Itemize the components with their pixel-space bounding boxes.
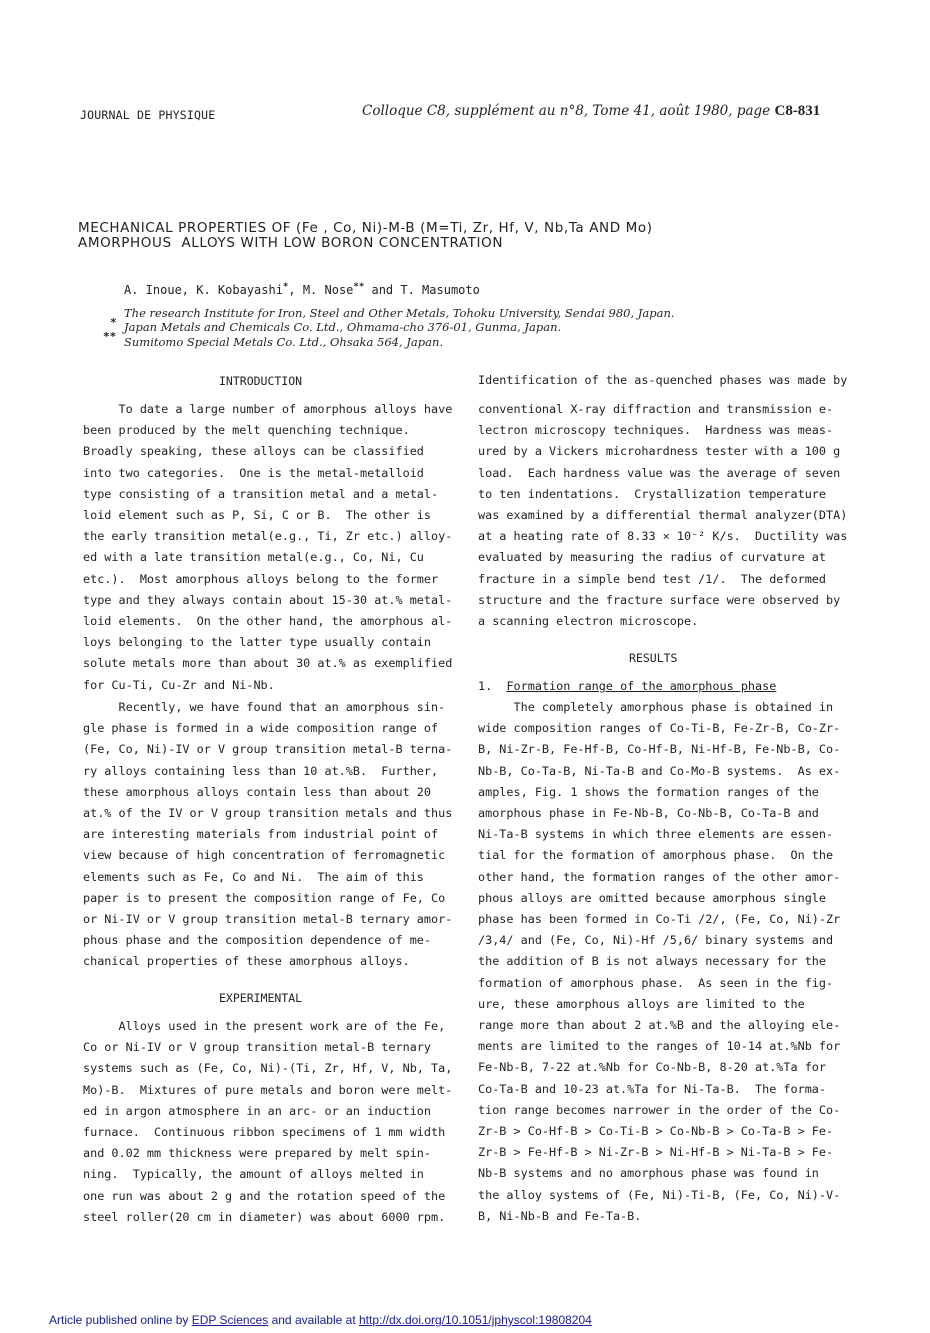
text-line: evaluated by measuring the radius of curvature at: [478, 550, 827, 565]
doi-link[interactable]: http://dx.doi.org/10.1051/jphyscol:19808204: [358, 1313, 592, 1327]
text-line: furnace. Continuous ribbon specimens of 1 mm width: [83, 1125, 446, 1140]
colloque-text: Colloque C8, supplément au n°8, Tome 41, août 1980, page: [362, 103, 771, 119]
text-line: ning. Typically, the amount of alloys melted in: [83, 1167, 424, 1182]
text-line: Fe-Nb-B, 7-22 at.%Nb for Co-Nb-B, 8-20 at.%Ta for: [478, 1060, 827, 1075]
subsection-heading: [478, 676, 776, 697]
text-line: structure and the fracture surface were observed by: [478, 592, 841, 607]
intro-paragraph-2: [83, 697, 452, 973]
footer-prefix: Article published online by: [49, 1313, 192, 1327]
subsection-title: Formation range of the amorphous phase: [506, 679, 777, 693]
author-1-mark: *: [282, 282, 289, 292]
text-line: one run was about 2 g and the rotation speed of the: [83, 1188, 446, 1203]
text-line: into two categories. One is the metal-metalloid: [83, 465, 424, 480]
text-line: at a heating rate of 8.33 × 10⁻² K/s. Ductility was: [478, 529, 848, 544]
text-line: lectron microscopy techniques. Hardness was meas-: [478, 423, 834, 438]
text-line: Zr-B > Co-Hf-B > Co-Ti-B > Co-Nb-B > Co-Ta-B > Fe-: [478, 1124, 834, 1139]
results-heading: RESULTS: [629, 651, 678, 665]
experimental-continued-first-line: Identification of the as-quenched phases was made by: [478, 373, 848, 387]
text-line: Zr-B > Fe-Hf-B > Ni-Zr-B > Ni-Hf-B > Ni-Ta-B > Fe-: [478, 1145, 834, 1160]
text-line: amorphous phase in Fe-Nb-B, Co-Nb-B, Co-Ta-B and: [478, 806, 819, 821]
text-line: loid element such as P, Si, C or B. The other is: [83, 508, 432, 523]
text-line: ured by a Vickers microhardness tester with a 100 g: [478, 444, 841, 459]
affiliation-2-mark: *: [110, 316, 117, 329]
text-line: to ten indentations. Crystallization temperature: [478, 486, 827, 501]
text-line: etc.). Most amorphous alloys belong to the former: [83, 571, 439, 586]
publisher-link[interactable]: EDP Sciences: [191, 1313, 269, 1327]
text-line: range more than about 2 at.%B and the alloying ele-: [478, 1018, 841, 1033]
affiliation-1: The research Institute for Iron, Steel and Other Metals, Tohoku University, Sendai 980, Japan.: [124, 306, 675, 320]
text-line: type consisting of a transition metal and a metal-: [83, 486, 439, 501]
text-line: ure, these amorphous alloys are limited to the: [478, 996, 805, 1011]
text-line: a scanning electron microscope.: [478, 614, 699, 629]
affiliation-3-mark: **: [103, 330, 117, 343]
text-line: Recently, we have found that an amorphous sin-: [83, 700, 446, 714]
text-line: B, Ni-Nb-B and Fe-Ta-B.: [478, 1208, 642, 1223]
text-line: loys belonging to the latter type usually contain: [83, 635, 432, 650]
results-paragraph: [478, 697, 840, 1227]
author-3: and T. Masumoto: [364, 283, 480, 297]
text-line: systems such as (Fe, Co, Ni)-(Ti, Zr, Hf, V, Nb, Ta,: [83, 1061, 453, 1076]
text-line: tial for the formation of amorphous phase. On the: [478, 848, 834, 863]
title-line-2: AMORPHOUS ALLOYS WITH LOW BORON CONCENTRATION: [78, 235, 504, 251]
text-line: ed in argon atmosphere in an arc- or an induction: [83, 1103, 432, 1118]
text-line: gle phase is formed in a wide composition range of: [83, 721, 439, 736]
text-line: phous alloys are omitted because amorphous single: [478, 890, 827, 905]
text-line: Alloys used in the present work are of the Fe,: [83, 1019, 446, 1033]
author-list: [124, 282, 480, 297]
text-line: paper is to present the composition range of Fe, Co: [83, 890, 446, 905]
text-line: are interesting materials from industrial point of: [83, 827, 439, 842]
text-line: phase has been formed in Co-Ti /2/, (Fe, Co, Ni)-Zr: [478, 912, 841, 927]
text-line: B, Ni-Zr-B, Fe-Hf-B, Co-Hf-B, Ni-Hf-B, Fe-Nb-B, Co-: [478, 742, 841, 757]
author-1: A. Inoue, K. Kobayashi: [124, 283, 283, 297]
text-line: ments are limited to the ranges of 10-14 at.%Nb for: [478, 1039, 841, 1054]
author-2: , M. Nose: [288, 283, 354, 297]
text-line: solute metals more than about 30 at.% as exemplified: [83, 656, 453, 671]
author-2-mark: **: [353, 282, 365, 292]
text-line: Ni-Ta-B systems in which three elements are essen-: [478, 827, 834, 842]
text-line: Co-Ta-B and 10-23 at.%Ta for Ni-Ta-B. The forma-: [478, 1081, 827, 1096]
text-line: conventional X-ray diffraction and transmission e-: [478, 402, 834, 416]
text-line: Nb-B systems and no amorphous phase was found in: [478, 1166, 819, 1181]
affiliation-3: Sumitomo Special Metals Co. Ltd., Ohsaka 564, Japan.: [124, 335, 444, 349]
footer-middle: and available at: [268, 1313, 359, 1327]
text-line: /3,4/ and (Fe, Co, Ni)-Hf /5,6/ binary systems and: [478, 933, 834, 948]
introduction-heading: INTRODUCTION: [219, 374, 303, 388]
experimental-heading: EXPERIMENTAL: [219, 991, 303, 1005]
text-line: amples, Fig. 1 shows the formation ranges of the: [478, 784, 819, 799]
text-line: tion range becomes narrower in the order of the Co-: [478, 1102, 841, 1117]
text-line: Nb-B, Co-Ta-B, Ni-Ta-B and Co-Mo-B systems. As ex-: [478, 763, 841, 778]
text-line: other hand, the formation ranges of the other amor-: [478, 869, 841, 884]
text-line: ed with a late transition metal(e.g., Co, Ni, Cu: [83, 550, 424, 565]
experimental-paragraph: [83, 1016, 452, 1228]
text-line: To date a large number of amorphous alloys have: [83, 402, 453, 416]
journal-name: JOURNAL DE PHYSIQUE: [80, 108, 216, 122]
subsection-number: 1.: [478, 679, 493, 693]
publication-footer: [49, 1313, 592, 1327]
text-line: loid elements. On the other hand, the amorphous al-: [83, 614, 453, 629]
text-line: type and they always contain about 15-30 at.% metal-: [83, 592, 453, 607]
text-line: load. Each hardness value was the average of seven: [478, 465, 841, 480]
text-line: been produced by the melt quenching technique.: [83, 423, 410, 438]
title-line-1: MECHANICAL PROPERTIES OF (Fe , Co, Ni)-M-B (M=Ti, Zr, Hf, V, Nb,Ta AND Mo): [78, 220, 653, 236]
text-line: for Cu-Ti, Cu-Zr and Ni-Nb.: [83, 677, 275, 692]
text-line: wide composition ranges of Co-Ti-B, Fe-Zr-B, Co-Zr-: [478, 721, 841, 736]
text-line: formation of amorphous phase. As seen in the fig-: [478, 975, 834, 990]
text-line: these amorphous alloys contain less than about 20: [83, 784, 432, 799]
intro-paragraph-1: [83, 399, 452, 696]
text-line: Mo)-B. Mixtures of pure metals and boron were melt-: [83, 1082, 453, 1097]
paper-title: [78, 221, 653, 251]
text-line: chanical properties of these amorphous alloys.: [83, 954, 410, 969]
text-line: fracture in a simple bend test /1/. The deformed: [478, 571, 827, 586]
text-line: (Fe, Co, Ni)-IV or V group transition metal-B terna-: [83, 742, 453, 757]
page-number: C8-831: [774, 103, 821, 119]
text-line: Broadly speaking, these alloys can be classified: [83, 444, 424, 459]
colloque-reference: [362, 103, 820, 120]
text-line: was examined by a differential thermal analyzer(DTA): [478, 508, 848, 523]
text-line: the early transition metal(e.g., Ti, Zr etc.) alloy-: [83, 529, 453, 544]
text-line: or Ni-IV or V group transition metal-B ternary amor-: [83, 912, 453, 927]
text-line: Co or Ni-IV or V group transition metal-B ternary: [83, 1040, 432, 1055]
text-line: the alloy systems of (Fe, Ni)-Ti-B, (Fe, Co, Ni)-V-: [478, 1187, 841, 1202]
experimental-continued: [478, 399, 847, 632]
text-line: ry alloys containing less than 10 at.%B. Further,: [83, 763, 439, 778]
text-line: elements such as Fe, Co and Ni. The aim of this: [83, 869, 424, 884]
affiliation-2: Japan Metals and Chemicals Co. Ltd., Ohmama-cho 376-01, Gunma, Japan.: [124, 320, 562, 334]
text-line: at.% of the IV or V group transition metals and thus: [83, 806, 453, 821]
text-line: The completely amorphous phase is obtained in: [478, 700, 834, 714]
text-line: view because of high concentration of ferromagnetic: [83, 848, 446, 863]
text-line: and 0.02 mm thickness were prepared by melt spin-: [83, 1146, 432, 1161]
text-line: the addition of B is not always necessary for the: [478, 954, 827, 969]
text-line: phous phase and the composition dependence of me-: [83, 933, 432, 948]
text-line: steel roller(20 cm in diameter) was about 6000 rpm.: [83, 1209, 446, 1224]
